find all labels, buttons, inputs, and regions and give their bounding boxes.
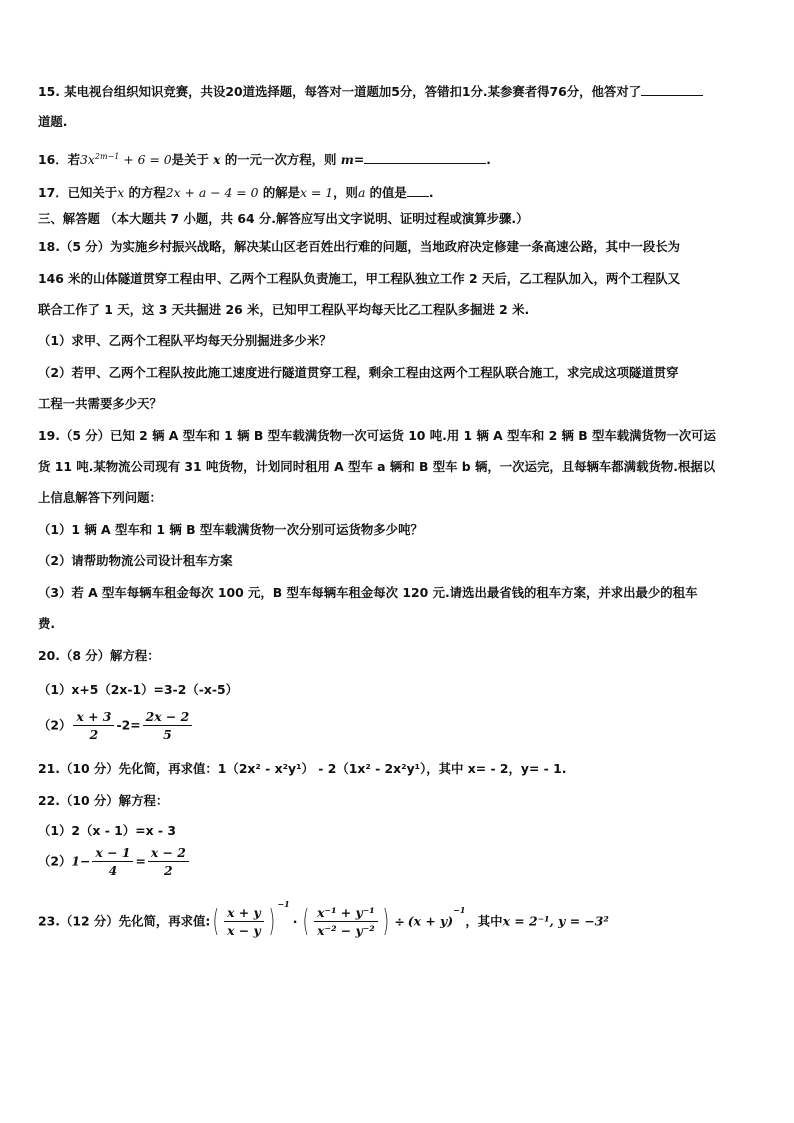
fraction: $\frac{x - 1}{4}$ [92,844,133,879]
question-15-cont [38,113,68,131]
question-17: 17．已知关于x 的方程2x + a − 4 = 0 的解是x = 1，则a 的值是 . [38,185,434,200]
fraction: $\frac{x + 3}{2}$ [73,708,114,743]
question-18-line1: 18.（5 分）为实施乡村振兴战略，解决某山区老百姓出行难的问题，当地政府决定修建一条高速公路，其中一段长为 [38,239,681,254]
equation-17: 2x + a − 4 = 0 [165,185,259,200]
question-23: 23.（12 分）先化简，再求值:( $\frac{x + y}{x - y}$ ) $^{-1}$· ( $\frac{\text{x⁻¹ + y⁻¹}}{\text{x⁻² − y⁻²}}$ ) ÷ $(x + y)^{-1}$，其中x = 2⁻¹, y = −3² [38,899,609,939]
question-19-part2: （2）请帮助物流公司设计租车方案 [38,553,233,568]
question-18-part2: （2）若甲、乙两个工程队按此施工速度进行隧道贯穿工程，剩余工程由这两个工程队联合施工，求完成这项隧道贯穿 [38,365,679,380]
question-19-part1: （1）1 辆 A 型车和 1 辆 B 型车载满货物一次分别可运货物多少吨？ [38,522,423,537]
question-16-prefix: 16．若 [38,152,81,167]
question-22-title: 22.（10 分）解方程： [38,793,169,808]
answer-blank [364,150,486,164]
question-18-line3: 联合工作了 1 天，这 3 天共掘进 26 米，已知甲工程队平均每天比乙工程队多掘进 2 米. [38,302,530,317]
question-15-text-cont: 道题. [38,114,68,129]
question-19-line2: 货 11 吨.某物流公司现有 31 吨货物，计划同时租用 A 型车 a 辆和 B 型车 b 辆，一次运完，且每辆车都满载货物.根据以 [38,459,716,474]
question-19-line1: 19.（5 分）已知 2 辆 A 型车和 1 辆 B 型车载满货物一次可运货 10 吨.用 1 辆 A 型车和 2 辆 B 型车载满货物一次可运 [38,428,716,443]
question-15-text: 15. 某电视台组织知识竞赛，共设20道选择题，每答对一道题加5分，答错扣1分.某参赛者得76分，他答对了 [38,84,642,99]
section-heading: 三、解答题 （本大题共 7 小题，共 64 分.解答应写出文字说明、证明过程或演算步骤.） [38,211,529,226]
question-19-line3: 上信息解答下列问题： [38,490,162,505]
question-19-part3: （3）若 A 型车每辆车租金每次 100 元，B 型车每辆车租金每次 120 元.请选出最省钱的租车方案，并求出最少的租车 [38,585,698,600]
question-20-title: 20.（8 分）解方程： [38,648,160,663]
question-18-part1: （1）求甲、乙两个工程队平均每天分别掘进多少米？ [38,333,332,348]
fraction: $\frac{\text{x⁻¹ + y⁻¹}}{\text{x⁻² − y⁻²}}$ [314,904,378,939]
question-16: 16．若$3x^{2m-1} + 6 = 0$是关于 x 的一元一次方程，则 m= . [38,152,491,167]
question-22-part1: （1）2（x - 1）=x - 3 [38,823,176,838]
fraction: $\frac{2x - 2}{5}$ [143,708,193,743]
question-19-part3-cont: 费. [38,616,56,631]
question-21: 21.（10 分）先化简，再求值：1（2x² - x²y¹） - 2（1x² - 2x²y¹），其中 x= - 2，y= - 1. [38,761,567,776]
answer-blank [407,183,429,197]
question-15 [38,82,703,101]
answer-blank [641,82,703,96]
fraction: $\frac{x + y}{x - y}$ [224,904,264,939]
question-20-part2: （2） $\frac{x + 3}{2}$ -2= $\frac{2x - 2}{5}$ [38,708,194,743]
question-22-part2: （2）1− $\frac{x - 1}{4}$ = $\frac{x - 2}{2}$ [38,844,191,879]
question-23-label: 23.（12 分）先化简，再求值: [38,913,211,929]
question-20-part1: （1）x+5（2x-1）=3-2（-x-5） [38,682,239,697]
fraction: $\frac{x - 2}{2}$ [148,844,189,879]
equation-16: $3x^{2m-1} + 6 = 0$ [80,152,172,167]
question-18-line2: 146 米的山体隧道贯穿工程由甲、乙两个工程队负责施工，甲工程队独立工作 2 天后，乙工程队加入，两个工程队又 [38,271,681,286]
question-18-part2-cont: 工程一共需要多少天？ [38,396,162,411]
